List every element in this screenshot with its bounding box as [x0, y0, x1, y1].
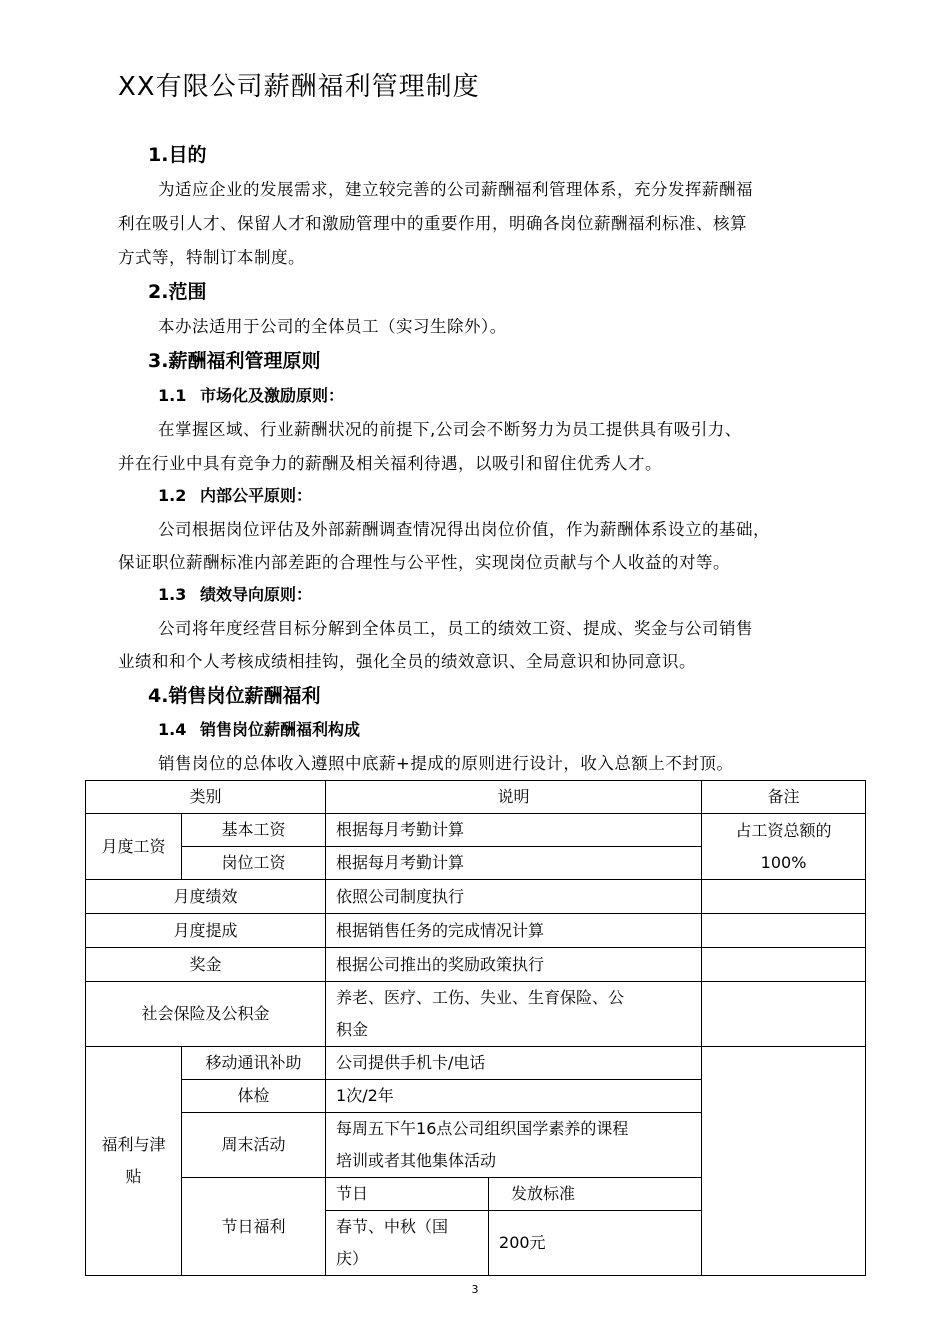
subsection-1-3-line-2: 业绩和和个人考核成绩相挂钩，强化全员的绩效意识、全局意识和协同意识。: [118, 652, 696, 671]
subsection-1-1-heading: [158, 383, 344, 406]
post-salary-name: 岗位工资: [182, 847, 326, 880]
holiday-col-header-festival: 节日: [326, 1178, 489, 1211]
subsection-title: 销售岗位薪酬福利构成: [200, 720, 361, 739]
weekend-desc-line-1: 每周五下午16点公司组织国学素养的课程: [336, 1119, 629, 1138]
weekend-activity-name: 周末活动: [182, 1113, 326, 1178]
table-row: [86, 914, 866, 948]
welfare-note: [702, 1047, 866, 1276]
commission-name: 月度提成: [86, 914, 326, 948]
monthly-salary-note: [702, 814, 866, 880]
note-line-2: 100%: [760, 852, 807, 872]
subsection-title: 市场化及激励原则：: [200, 386, 345, 405]
bonus-desc: 根据公司推出的奖励政策执行: [326, 948, 702, 982]
section-1-line-3: 方式等，特制订本制度。: [118, 248, 305, 267]
header-category: 类别: [86, 781, 326, 814]
table-row: [86, 880, 866, 914]
performance-note: [702, 880, 866, 914]
basic-salary-name: 基本工资: [182, 814, 326, 847]
bonus-note: [702, 948, 866, 982]
weekend-desc-line-2: 培训或者其他集体活动: [336, 1151, 497, 1170]
holiday-welfare-name: 节日福利: [182, 1178, 326, 1276]
festival-line-2: 庆）: [336, 1249, 369, 1268]
subsection-number: 1.2: [158, 486, 187, 505]
table-header-row: [86, 781, 866, 814]
table-row: [86, 948, 866, 982]
subsection-1-4-line-1: 销售岗位的总体收入遵照中底薪+提成的原则进行设计，收入总额上不封顶。: [158, 754, 734, 773]
subsection-number: 1.3: [158, 585, 187, 604]
header-description: 说明: [326, 781, 702, 814]
insurance-name: 社会保险及公积金: [86, 982, 326, 1047]
subsection-number: 1.4: [158, 720, 187, 739]
section-3-heading: 3.薪酬福利管理原则: [148, 350, 321, 372]
insurance-desc: [326, 982, 702, 1047]
section-2-heading: 2.范围: [148, 281, 207, 303]
holiday-amount: 200元: [489, 1211, 702, 1276]
table-row: [86, 982, 866, 1047]
subsection-1-2-line-2: 保证职位薪酬标准内部差距的合理性与公平性，实现岗位贡献与个人收益的对等。: [118, 553, 730, 572]
insurance-desc-line-2: 积金: [336, 1020, 369, 1039]
welfare-label-line-1: 福利与津: [101, 1135, 166, 1154]
note-line-1: 占工资总额的: [735, 820, 832, 840]
page-number: 3: [471, 1283, 479, 1296]
mobile-allowance-name: 移动通讯补助: [182, 1047, 326, 1080]
performance-name: 月度绩效: [86, 880, 326, 914]
performance-desc: 依照公司制度执行: [326, 880, 702, 914]
checkup-name: 体检: [182, 1080, 326, 1113]
festival-line-1: 春节、中秋（国: [336, 1217, 449, 1236]
table-row: [86, 1047, 866, 1080]
basic-salary-desc: 根据每月考勤计算: [326, 814, 702, 847]
subsection-title: 内部公平原则：: [200, 486, 313, 505]
subsection-1-3-heading: [158, 582, 312, 605]
subsection-1-1-line-2: 并在行业中具有竞争力的薪酬及相关福利待遇，以吸引和留住优秀人才。: [118, 454, 662, 473]
welfare-label: [86, 1047, 182, 1276]
insurance-note: [702, 982, 866, 1047]
insurance-desc-line-1: 养老、医疗、工伤、失业、生育保险、公: [336, 988, 625, 1007]
section-1-heading: 1.目的: [148, 144, 207, 166]
table-row: [86, 814, 866, 847]
document-title: XX有限公司薪酬福利管理制度: [118, 72, 480, 102]
mobile-allowance-desc: 公司提供手机卡/电话: [326, 1047, 702, 1080]
bonus-name: 奖金: [86, 948, 326, 982]
welfare-label-line-2: 贴: [125, 1167, 142, 1186]
subsection-number: 1.1: [158, 386, 187, 405]
commission-note: [702, 914, 866, 948]
salary-structure-table: [85, 780, 866, 1276]
header-note: 备注: [702, 781, 866, 814]
section-4-heading: 4.销售岗位薪酬福利: [148, 685, 321, 707]
monthly-salary-label: 月度工资: [86, 814, 182, 880]
subsection-title: 绩效导向原则：: [200, 585, 313, 604]
holiday-col-header-standard: 发放标准: [489, 1178, 702, 1211]
section-1-line-2: 利在吸引人才、保留人才和激励管理中的重要作用，明确各岗位薪酬福利标准、核算: [118, 214, 747, 233]
section-2-line-1: 本办法适用于公司的全体员工（实习生除外）。: [158, 317, 507, 336]
subsection-1-2-heading: [158, 483, 312, 506]
holiday-festival: [326, 1211, 489, 1276]
subsection-1-3-line-1: 公司将年度经营目标分解到全体员工，员工的绩效工资、提成、奖金与公司销售: [158, 619, 753, 638]
post-salary-desc: 根据每月考勤计算: [326, 847, 702, 880]
weekend-activity-desc: [326, 1113, 702, 1178]
commission-desc: 根据销售任务的完成情况计算: [326, 914, 702, 948]
checkup-desc: 1次/2年: [326, 1080, 702, 1113]
section-1-line-1: 为适应企业的发展需求，建立较完善的公司薪酬福利管理体系，充分发挥薪酬福: [158, 180, 753, 199]
subsection-1-2-line-1: 公司根据岗位评估及外部薪酬调查情况得出岗位价值，作为薪酬体系设立的基础，: [158, 520, 770, 539]
subsection-1-4-heading: [158, 717, 360, 740]
subsection-1-1-line-1: 在掌握区域、行业薪酬状况的前提下,公司会不断努力为员工提供具有吸引力、: [158, 420, 742, 439]
